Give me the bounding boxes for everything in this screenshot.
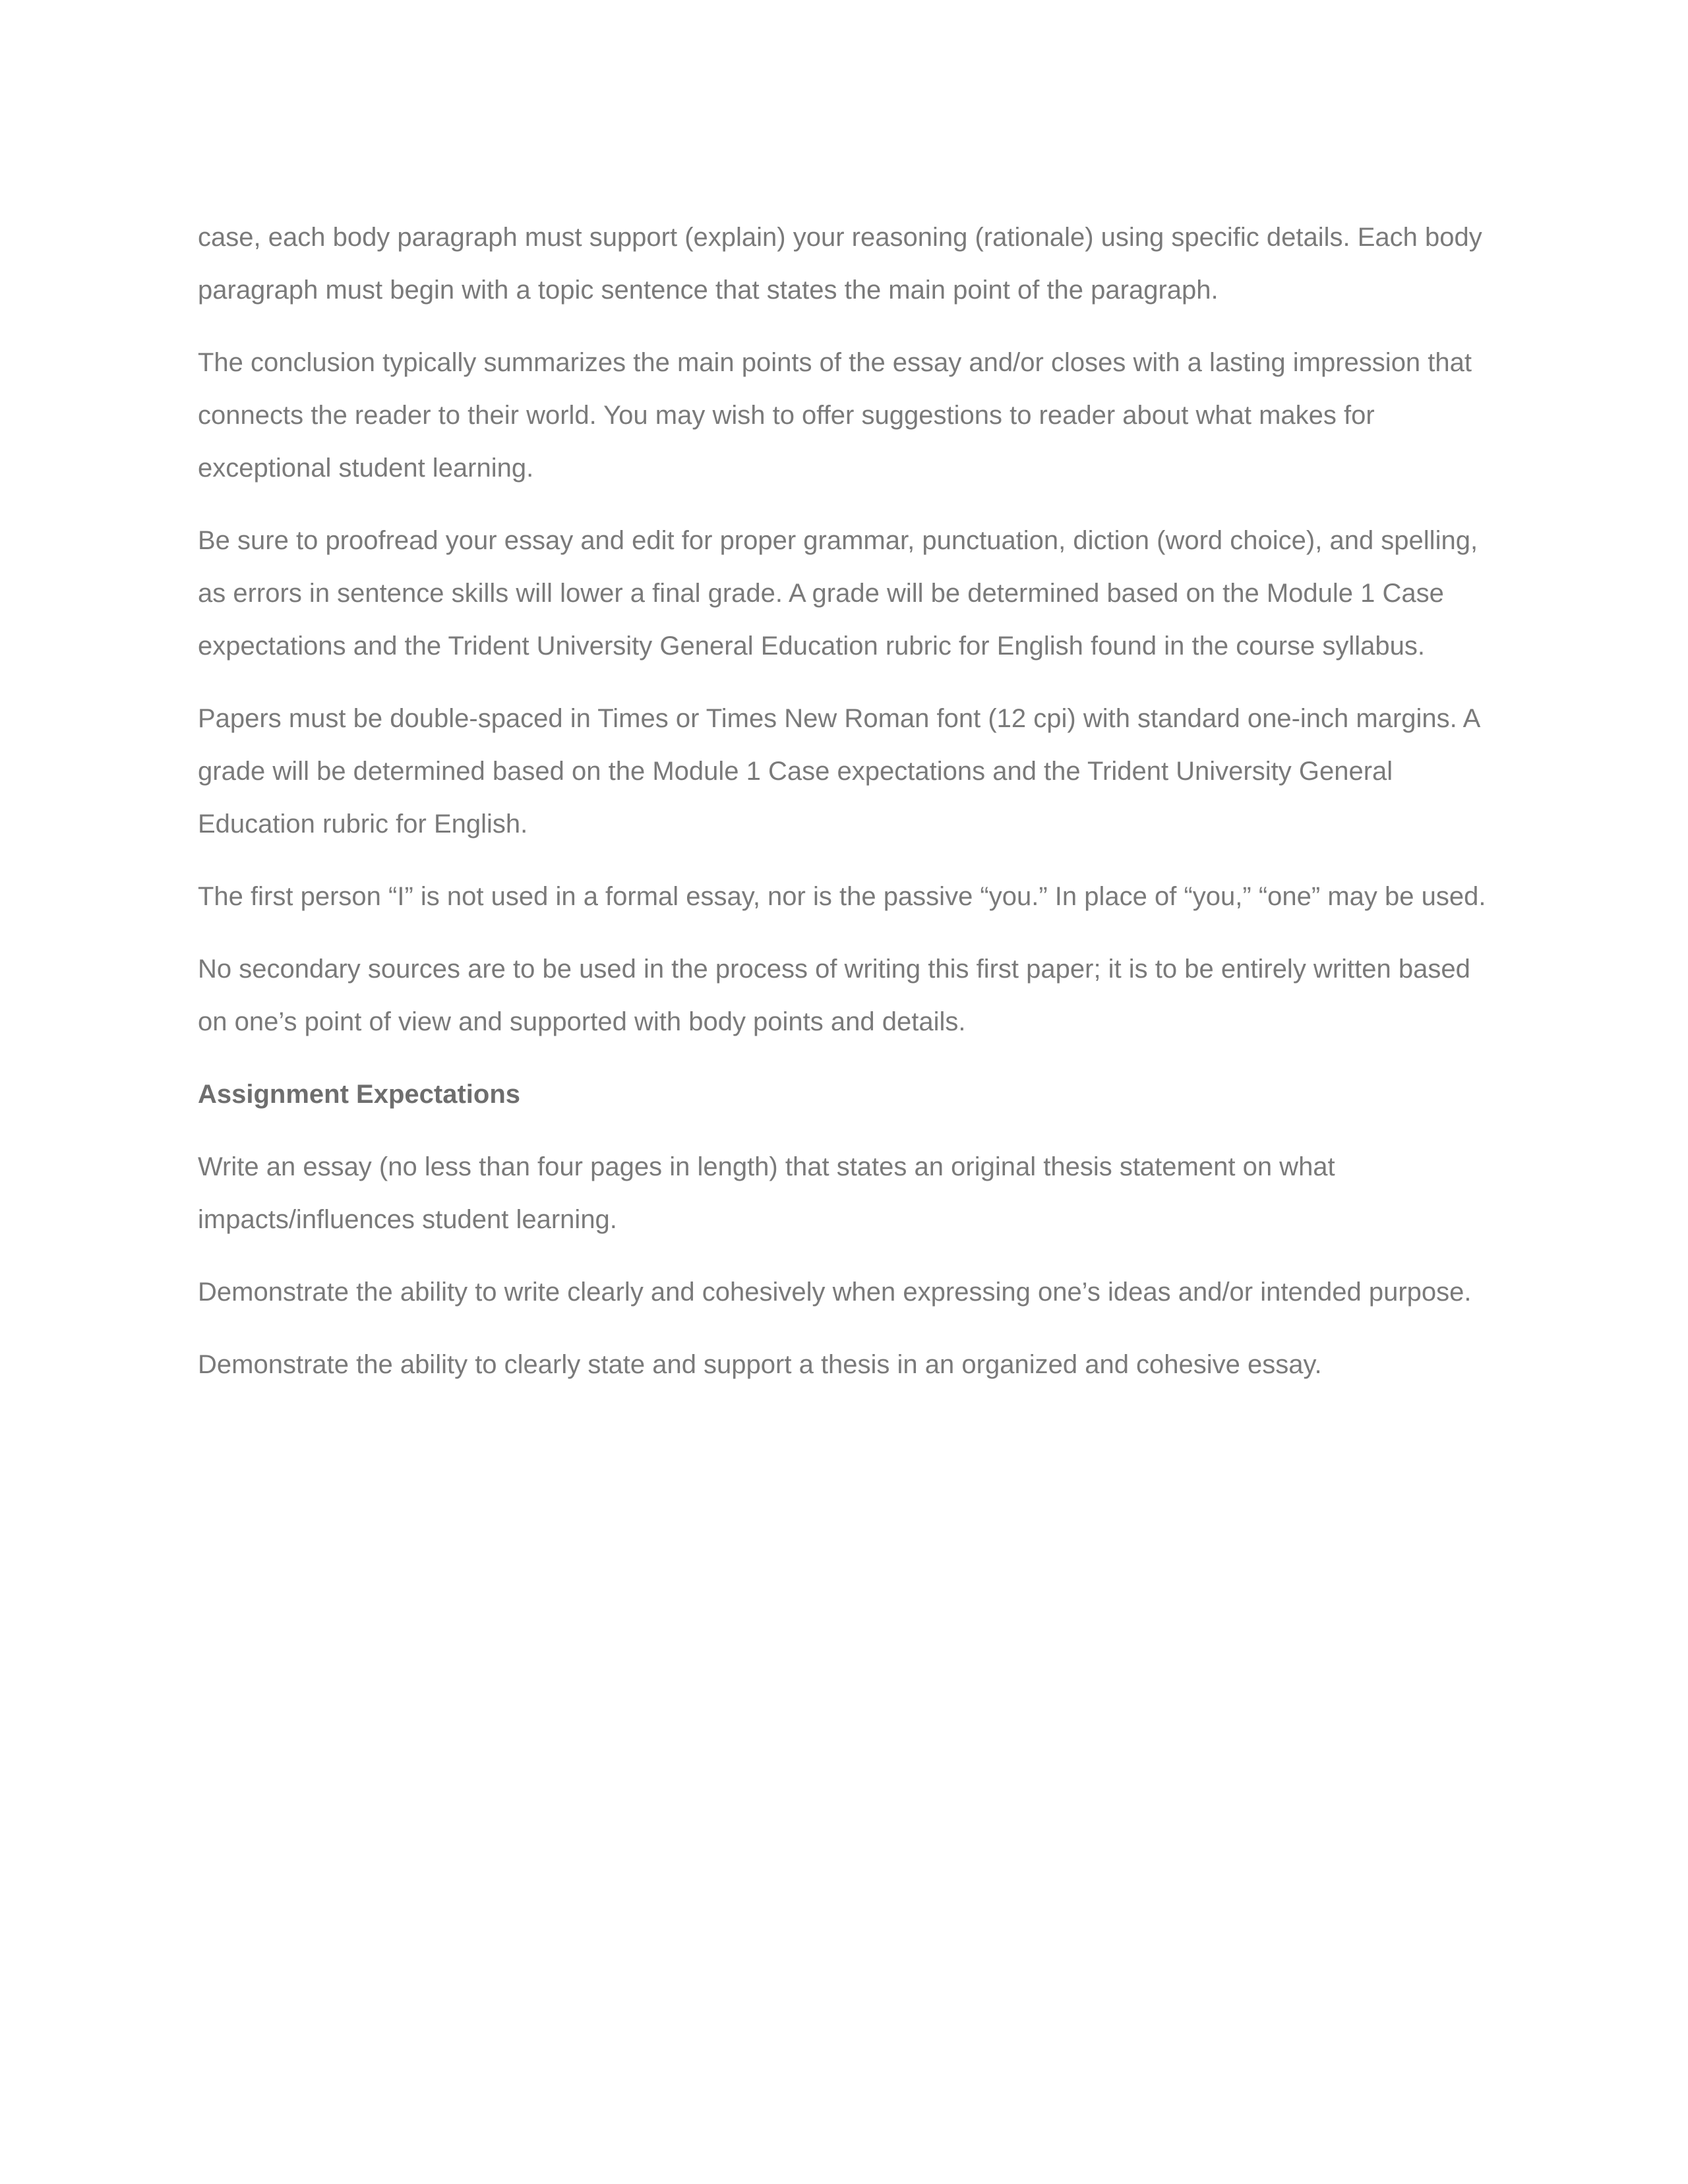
expectation-item-thesis: Demonstrate the ability to clearly state and support a thesis in an organized and cohesive essay.	[198, 1350, 1322, 1379]
expectation-item-clarity: Demonstrate the ability to write clearly and cohesively when expressing one’s ideas and/or intended purpose.	[198, 1278, 1472, 1307]
body-paragraph-first-person: The first person “I” is not used in a formal essay, nor is the passive “you.” In place of “you,” “one” may be used.	[198, 882, 1486, 911]
body-paragraph-reasoning: case, each body paragraph must support (explain) your reasoning (rationale) using specific details. Each body paragraph must begin with a topic sentence that states the main point of the paragraph.	[198, 223, 1482, 305]
body-paragraph-proofread: Be sure to proofread your essay and edit for proper grammar, punctuation, diction (word choice), and spelling, as errors in sentence skills will lower a final grade. A grade will be determined based on the Module 1 Case expectations and the Trident University General Education rubric for English found in the course syllabus.	[198, 526, 1478, 661]
body-paragraph-formatting: Papers must be double-spaced in Times or Times New Roman font (12 cpi) with standard one-inch margins. A grade will be determined based on the Module 1 Case expectations and the Trident University General Education rubric for English.	[198, 704, 1480, 839]
body-paragraph-conclusion: The conclusion typically summarizes the main points of the essay and/or closes with a lasting impression that connects the reader to their world. You may wish to offer suggestions to reader about what makes for exceptional student learning.	[198, 348, 1472, 483]
section-heading: Assignment Expectations	[198, 1080, 521, 1109]
document-body	[198, 211, 1503, 1411]
expectation-item-essay: Write an essay (no less than four pages in length) that states an original thesis statement on what impacts/influences student learning.	[198, 1152, 1335, 1234]
body-paragraph-sources: No secondary sources are to be used in the process of writing this first paper; it is to be entirely written based on one’s point of view and supported with body points and details.	[198, 955, 1470, 1036]
